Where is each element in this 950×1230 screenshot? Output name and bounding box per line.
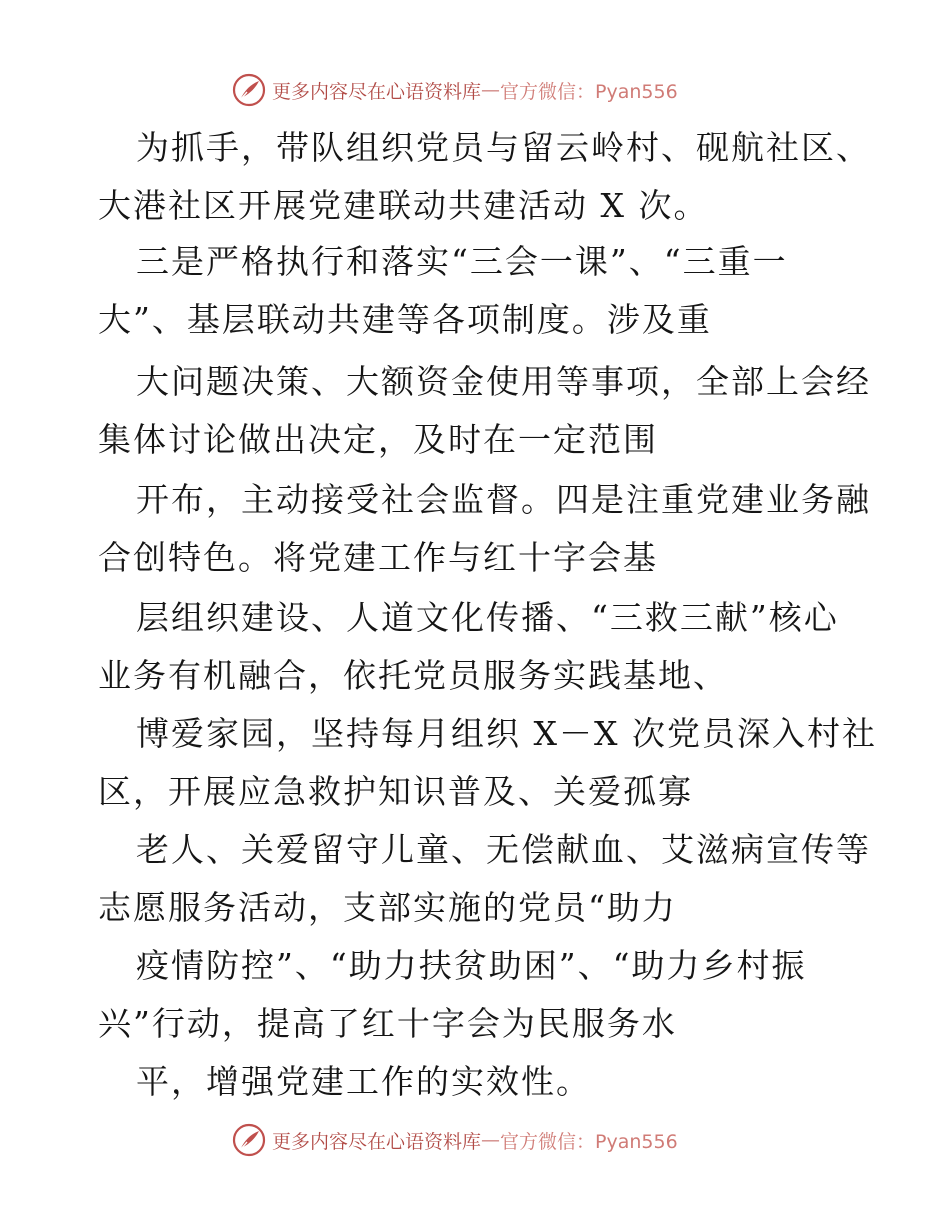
feather-pen-logo-icon (232, 73, 266, 107)
header-watermark (232, 70, 712, 110)
watermark-contact: 官方微信：Pyan556 (500, 1130, 678, 1153)
watermark-brand: 更多内容尽在心语资料库 (272, 1130, 482, 1153)
body-line: 大问题决策、大额资金使用等事项，全部上会经 (136, 362, 871, 401)
watermark-contact: 官方微信：Pyan556 (500, 80, 678, 103)
footer-watermark (232, 1120, 712, 1160)
body-line: 业务有机融合，依托党员服务实践基地、 (98, 656, 728, 695)
body-line: 合创特色。将党建工作与红十字会基 (98, 538, 658, 577)
body-line: 为抓手，带队组织党员与留云岭村、砚航社区、 (136, 128, 871, 167)
body-line: 平，增强党建工作的实效性。 (136, 1062, 591, 1101)
body-line: 大港社区开展党建联动共建活动 X 次。 (98, 186, 709, 225)
feather-pen-logo-icon (232, 1123, 266, 1157)
body-line: 志愿服务活动，支部实施的党员“助力 (98, 888, 677, 927)
body-line: 疫情防控”、“助力扶贫助困”、“助力乡村振 (136, 946, 807, 985)
body-line: 大”、基层联动共建等各项制度。涉及重 (98, 300, 712, 339)
body-line: 区，开展应急救护知识普及、关爱孤寡 (98, 772, 693, 811)
body-line: 博爱家园，坚持每月组织 X－X 次党员深入村社 (136, 714, 877, 753)
watermark-brand: 更多内容尽在心语资料库 (272, 80, 482, 103)
body-line: 三是严格执行和落实“三会一课”、“三重一 (136, 242, 788, 281)
body-line: 兴”行动，提高了红十字会为民服务水 (98, 1004, 677, 1043)
body-line: 集体讨论做出决定，及时在一定范围 (98, 420, 658, 459)
body-line: 老人、关爱留守儿童、无偿献血、艾滋病宣传等 (136, 830, 871, 869)
watermark-separator: — (481, 79, 501, 101)
body-line: 开布，主动接受社会监督。四是注重党建业务融 (136, 480, 871, 519)
body-line: 层组织建设、人道文化传播、“三救三献”核心 (136, 598, 839, 637)
watermark-separator: — (481, 1129, 501, 1151)
